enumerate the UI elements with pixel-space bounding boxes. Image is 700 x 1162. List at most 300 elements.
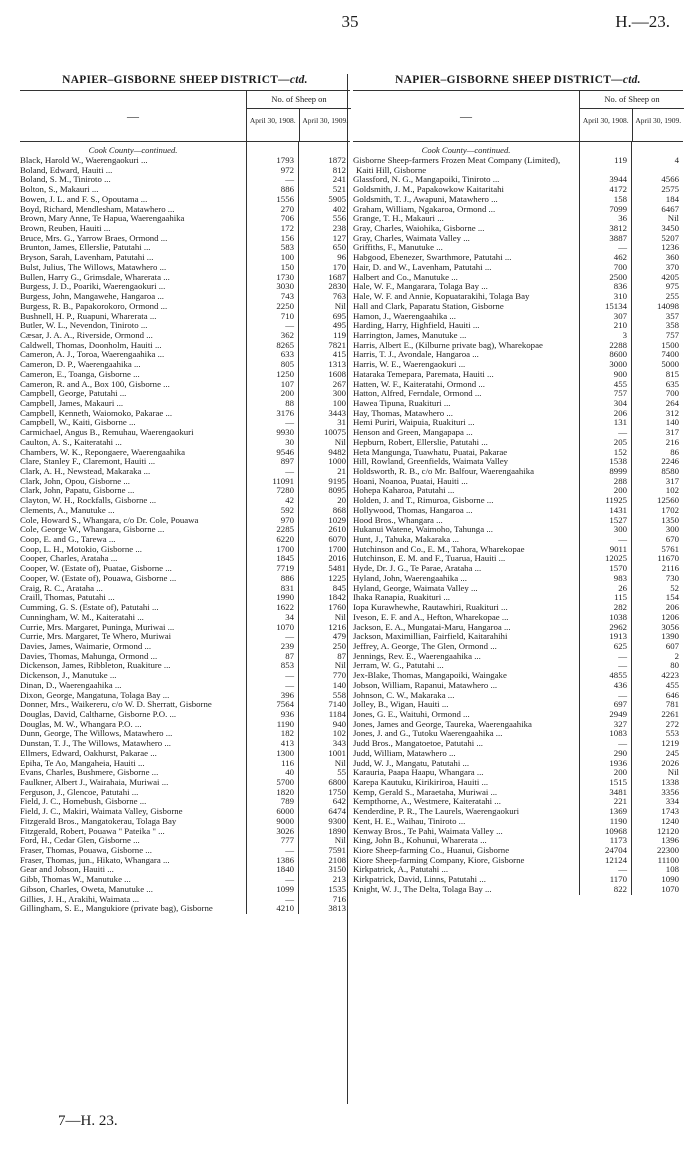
owner-name: Harding, Harry, Highfield, Hauiti ... bbox=[353, 321, 480, 331]
sheep-1908: 3026 bbox=[276, 825, 294, 836]
owner-name: Davies, Thomas, Mahunga, Ormond ... bbox=[20, 651, 158, 661]
table-row bbox=[353, 156, 683, 175]
sheep-1908: 3030 bbox=[276, 281, 294, 292]
owner-name: Gisborne Sheep-farmers Frozen Meat Company (Limited), Kaiti Hill, Gisborne bbox=[353, 156, 561, 175]
table-row bbox=[20, 671, 350, 681]
sheep-1909: 312 bbox=[665, 407, 679, 418]
sheep-1908: 706 bbox=[280, 213, 294, 224]
year-1909-header: April 30, 1909. bbox=[299, 109, 352, 141]
table-row bbox=[353, 642, 683, 652]
sheep-1909: 1700 bbox=[328, 543, 346, 554]
sheep-1909: Nil bbox=[667, 213, 679, 224]
sheep-1908: 362 bbox=[280, 329, 294, 340]
sheep-1908: 1190 bbox=[276, 718, 294, 729]
sheep-1909: 1206 bbox=[661, 611, 679, 622]
sheep-1909: 2016 bbox=[328, 553, 346, 564]
table-row bbox=[20, 350, 350, 360]
table-row bbox=[20, 778, 350, 788]
table-row bbox=[353, 584, 683, 594]
sheep-1909: 940 bbox=[332, 718, 346, 729]
sheep-1909: 334 bbox=[665, 796, 679, 807]
sheep-1908: 972 bbox=[280, 164, 294, 175]
district-heading: NAPIER–GISBORNE SHEEP DISTRICT—ctd. bbox=[62, 74, 308, 86]
table-row bbox=[20, 603, 350, 613]
table-row bbox=[20, 749, 350, 759]
sheep-1908: 304 bbox=[613, 397, 627, 408]
owner-name: Iopa Kurawhewhe, Rautawhiri, Ruakituri ... bbox=[353, 603, 508, 613]
sheep-1909: 670 bbox=[665, 534, 679, 545]
sheep-1908: 119 bbox=[614, 155, 627, 165]
table-row bbox=[20, 438, 350, 448]
table-row bbox=[353, 380, 683, 390]
table-row bbox=[353, 661, 683, 671]
owner-name: Epiha, Te Ao, Mangaheia, Hauiti ... bbox=[20, 758, 145, 768]
owner-name: King, John B., Kohunui, Wharerata ... bbox=[353, 836, 487, 846]
owner-name: Cumming, G. S. (Estate of), Patutahi ... bbox=[20, 603, 159, 613]
owner-name: Coop, E. and G., Tarewa ... bbox=[20, 535, 116, 545]
sheep-1908: 1038 bbox=[609, 611, 627, 622]
sheep-1909: 1350 bbox=[661, 514, 679, 525]
owner-name: Campbell, Kenneth, Waiomoko, Pakarae ... bbox=[20, 408, 173, 418]
owner-name: Hutchinson and Co., E. M., Tahora, Wharekopae bbox=[353, 544, 525, 554]
sheep-1908: 282 bbox=[613, 602, 627, 613]
owner-name: Hataraka Temepara, Paremata, Hauiti ... bbox=[353, 369, 494, 379]
sheep-1908: 12124 bbox=[605, 854, 627, 865]
sheep-1908: 625 bbox=[613, 640, 627, 651]
sheep-1908: 697 bbox=[613, 699, 627, 710]
table-row bbox=[20, 166, 350, 176]
owner-name: Kenway Bros., Te Pahi, Waimata Valley ... bbox=[353, 826, 503, 836]
sheep-1908: 3481 bbox=[609, 786, 627, 797]
sheep-1909: 2116 bbox=[661, 563, 679, 574]
table-row bbox=[353, 486, 683, 496]
sheep-1909: 140 bbox=[332, 679, 346, 690]
name-column-header: — bbox=[127, 109, 139, 123]
table-row bbox=[20, 642, 350, 652]
owner-name: Graham, William, Ngakaroa, Ormond ... bbox=[353, 204, 496, 214]
sheep-1908: 3812 bbox=[609, 223, 627, 234]
owner-name: Dickenson, James, Ribbleton, Ruakiture ... bbox=[20, 661, 171, 671]
sheep-1909: 9195 bbox=[328, 475, 346, 486]
sheep-1908: — bbox=[618, 738, 627, 749]
county-subheading: Cook County—continued. bbox=[88, 145, 178, 155]
table-row bbox=[353, 729, 683, 739]
sheep-1909: 6474 bbox=[328, 806, 346, 817]
table-row bbox=[353, 865, 683, 875]
sheep-1908: 8265 bbox=[276, 339, 294, 350]
sheep-1908: 156 bbox=[280, 232, 294, 243]
year-1908-header: April 30, 1908. bbox=[249, 116, 296, 125]
sheep-1909: 96 bbox=[337, 252, 346, 263]
owner-name: Fraser, Thomas, Pouawa, Gisborne ... bbox=[20, 846, 152, 856]
sheep-1909: 3356 bbox=[661, 786, 679, 797]
sheep-1908: 633 bbox=[280, 349, 294, 360]
table-row bbox=[353, 302, 683, 312]
owner-name: Gibb, Thomas W., Manutuke ... bbox=[20, 875, 131, 885]
sheep-1909: 6800 bbox=[328, 777, 346, 787]
sheep-1909: 358 bbox=[665, 320, 679, 331]
sheep-1909: 119 bbox=[333, 329, 346, 340]
sheep-1909: 558 bbox=[332, 689, 346, 700]
sheep-1908: 757 bbox=[613, 388, 627, 399]
sheep-1909: 2 bbox=[674, 650, 679, 661]
table-row bbox=[20, 486, 350, 496]
sheep-1908: — bbox=[618, 864, 627, 875]
table-row bbox=[353, 710, 683, 720]
owner-name: Black, Harold W., Waerengaokuri ... bbox=[20, 156, 148, 165]
table-header bbox=[20, 90, 350, 142]
sheep-1908: 10968 bbox=[605, 825, 627, 836]
sheep-1908: 743 bbox=[280, 291, 294, 302]
owner-name: Currie, Mrs. Margaret, Puninga, Muriwai ... bbox=[20, 622, 175, 632]
owner-name: Bowen, J. L. and F. S., Opoutama ... bbox=[20, 194, 148, 204]
owner-name: Judd, William, Matawhero ... bbox=[353, 748, 456, 758]
owner-name: Hollywood, Thomas, Hangaroa ... bbox=[353, 505, 473, 515]
table-row bbox=[353, 360, 683, 370]
sheep-1908: 7280 bbox=[276, 485, 294, 496]
sheep-1909: 2830 bbox=[328, 281, 346, 292]
owner-name: Boyd, Richard, Mendlesham, Matawhero ... bbox=[20, 204, 175, 214]
sheep-1908: 7719 bbox=[276, 563, 294, 574]
owner-name: Iveson, E. F. and A., Hefton, Wharekopae ... bbox=[353, 612, 509, 622]
owner-name: Gillies, J. H., Arakihi, Waimata ... bbox=[20, 894, 140, 904]
sheep-1908: 131 bbox=[613, 417, 627, 428]
owner-name: Hoani, Noanoa, Puatai, Hauiti ... bbox=[353, 476, 468, 486]
table-row bbox=[20, 389, 350, 399]
sheep-1908: 6220 bbox=[276, 534, 294, 545]
sheep-1909: 1236 bbox=[661, 242, 679, 253]
sheep-1908: 4172 bbox=[609, 184, 627, 195]
sheep-count-group-title: No. of Sheep on bbox=[580, 91, 684, 109]
table-row bbox=[353, 603, 683, 613]
table-row bbox=[20, 720, 350, 730]
sheep-1908: 1083 bbox=[609, 728, 627, 739]
sheep-1908: 100 bbox=[280, 252, 294, 263]
sheep-1909: 1390 bbox=[661, 631, 679, 642]
sheep-1908: 290 bbox=[613, 747, 627, 758]
sheep-1909: 1001 bbox=[328, 747, 346, 758]
sheep-1909: 1240 bbox=[661, 815, 679, 826]
sheep-1908: 307 bbox=[613, 310, 627, 321]
district-heading: NAPIER–GISBORNE SHEEP DISTRICT—ctd. bbox=[395, 74, 641, 86]
owner-name: Hepburn, Robert, Ellerslie, Patutahi ... bbox=[353, 437, 488, 447]
sheep-count-header bbox=[579, 91, 684, 141]
table-row bbox=[20, 584, 350, 594]
sheep-1908: 88 bbox=[285, 397, 294, 408]
sheep-1909: 127 bbox=[332, 232, 346, 243]
sheep-1908: — bbox=[285, 679, 294, 690]
owner-name: Gray, Charles, Waiohika, Gisborne ... bbox=[353, 224, 485, 234]
owner-name: Burgess, J. D., Poariki, Waerengaokuri ... bbox=[20, 282, 166, 292]
owner-name: Holdsworth, R. B., c/o Mr. Balfour, Waerengaahika bbox=[353, 467, 535, 476]
sheep-1908: 9011 bbox=[609, 543, 627, 554]
owner-name: Hyde, Dr. J. G., Te Parae, Arataha ... bbox=[353, 564, 482, 574]
sheep-1908: 152 bbox=[613, 446, 627, 457]
sheep-1908: 150 bbox=[280, 261, 294, 272]
owner-name: Clark, A. H., Newstead, Makaraka ... bbox=[20, 467, 151, 476]
sheep-1909: 1184 bbox=[328, 708, 346, 719]
owner-name: Cooper, Charles, Arataha ... bbox=[20, 554, 118, 564]
table-row bbox=[20, 263, 350, 273]
owner-name: Harris, Albert E., (Kilburne private bag), Wharekopae bbox=[353, 340, 543, 350]
sheep-1909: 650 bbox=[332, 242, 346, 253]
sheep-1908: — bbox=[285, 466, 294, 476]
name-column-header: — bbox=[460, 109, 472, 123]
sheep-1908: 789 bbox=[280, 796, 294, 807]
sheep-1909: 2246 bbox=[661, 456, 679, 467]
owner-name: Griffiths, F., Manutuke ... bbox=[353, 243, 443, 253]
table-row bbox=[353, 409, 683, 419]
sheep-1908: 1369 bbox=[609, 806, 627, 817]
sheep-1909: 2261 bbox=[661, 708, 679, 719]
sheep-1909: 272 bbox=[665, 718, 679, 729]
sheep-1908: 5700 bbox=[276, 777, 294, 787]
sheep-1908: 42 bbox=[285, 495, 294, 506]
sheep-1909: 1225 bbox=[328, 572, 346, 583]
owner-name: Kiore Sheep-farming Company, Kiore, Gisborne bbox=[353, 855, 525, 865]
table-body bbox=[353, 142, 683, 895]
sheep-1908: 900 bbox=[613, 368, 627, 379]
sheep-1908: 270 bbox=[280, 203, 294, 214]
sheep-1909: 267 bbox=[332, 378, 346, 389]
sheep-1909: 245 bbox=[665, 747, 679, 758]
owner-name: Glassford, N. G., Mangapoiki, Tiniroto ... bbox=[353, 175, 500, 185]
sheep-1908: 11091 bbox=[272, 475, 294, 486]
owner-name: Cæsar, J. A. A., Riverside, Ormond ... bbox=[20, 330, 153, 340]
table-row bbox=[20, 739, 350, 749]
sheep-1908: — bbox=[285, 417, 294, 428]
owner-name: Jackson, Maximillian, Fairfield, Kaitarahihi bbox=[353, 632, 508, 642]
table-row bbox=[20, 243, 350, 253]
table-row bbox=[20, 302, 350, 312]
sheep-1909: 1608 bbox=[328, 368, 346, 379]
sheep-1908: — bbox=[285, 670, 294, 681]
sheep-1908: — bbox=[285, 631, 294, 642]
sheep-1908: — bbox=[285, 845, 294, 856]
table-row bbox=[353, 205, 683, 215]
owner-name: Coop, L. H., Motokio, Gisborne ... bbox=[20, 544, 142, 554]
owner-name: Hall and Clark, Paparatu Station, Gisborne bbox=[353, 301, 504, 311]
owner-name: Craill, Thomas, Patutahi ... bbox=[20, 593, 115, 603]
table-row bbox=[353, 312, 683, 322]
owner-name: Halbert and Co., Manutuke ... bbox=[353, 272, 458, 282]
owner-name: Ellmers, Edward, Oakhurst, Pakarae ... bbox=[20, 748, 157, 758]
sheep-1908: 1730 bbox=[276, 271, 294, 282]
owner-name: Cooper, W. (Estate of), Puatae, Gisborne ... bbox=[20, 564, 172, 574]
sheep-1908: 777 bbox=[280, 835, 294, 846]
owner-name: Ihaka Ranapia, Ruakituri ... bbox=[353, 593, 450, 603]
sheep-1908: 2285 bbox=[276, 524, 294, 535]
owner-name: Karauria, Paapa Haapu, Whangara ... bbox=[353, 768, 484, 778]
table-row bbox=[20, 448, 350, 458]
table-row bbox=[353, 768, 683, 778]
owner-name: Hill, Rowland, Greenfields, Waimata Valley bbox=[353, 457, 509, 467]
owner-name: Jeffrey, A. George, The Glen, Ormond ... bbox=[353, 641, 497, 651]
sheep-1908: 396 bbox=[280, 689, 294, 700]
sheep-1909: 4 bbox=[674, 155, 679, 165]
owner-name: Clark, John, Opou, Gisborne ... bbox=[20, 476, 130, 486]
table-row bbox=[353, 652, 683, 662]
table-row bbox=[353, 185, 683, 195]
owner-name: Hunt, J., Tahuka, Makaraka ... bbox=[353, 535, 459, 545]
owner-name: Fraser, Thomas, jun., Hikato, Whangara ... bbox=[20, 855, 170, 865]
sheep-1909: 22300 bbox=[657, 845, 679, 856]
table-row bbox=[353, 428, 683, 438]
sheep-1909: 1000 bbox=[328, 456, 346, 467]
table-row bbox=[353, 175, 683, 185]
sheep-1908: 1515 bbox=[609, 777, 627, 787]
sheep-1908: 239 bbox=[280, 640, 294, 651]
sheep-1909: 5761 bbox=[661, 543, 679, 554]
sheep-1909: 9300 bbox=[328, 815, 346, 826]
sheep-1908: 886 bbox=[280, 572, 294, 583]
sheep-1909: Nil bbox=[334, 757, 346, 768]
sheep-1908: 413 bbox=[280, 738, 294, 749]
sheep-1908: 6000 bbox=[276, 806, 294, 817]
sheep-1909: 642 bbox=[332, 796, 346, 807]
sheep-1908: 455 bbox=[613, 378, 627, 389]
sheep-1909: 140 bbox=[665, 417, 679, 428]
table-row bbox=[20, 253, 350, 263]
table-row bbox=[20, 788, 350, 798]
table-row bbox=[353, 739, 683, 749]
sheep-1909: 3443 bbox=[328, 407, 346, 418]
sheep-1908: 1386 bbox=[276, 854, 294, 865]
table-row bbox=[353, 885, 683, 895]
sheep-1909: 2026 bbox=[661, 757, 679, 768]
sheep-1908: 983 bbox=[613, 572, 627, 583]
owner-name: Hyland, George, Waimata Valley ... bbox=[353, 583, 478, 593]
table-row bbox=[353, 195, 683, 205]
sheep-1908: 592 bbox=[280, 504, 294, 515]
table-row bbox=[353, 671, 683, 681]
table-row bbox=[353, 720, 683, 730]
sheep-1908: 1173 bbox=[609, 835, 627, 846]
sheep-1909: 213 bbox=[332, 874, 346, 885]
table-row bbox=[20, 234, 350, 244]
owner-name: Hale, W. F. and Annie, Kopuatarakihi, Tolaga Bay bbox=[353, 292, 530, 302]
sheep-1908: 3 bbox=[622, 329, 627, 340]
sheep-1908: 36 bbox=[618, 213, 627, 224]
table-row bbox=[353, 438, 683, 448]
sheep-1908: 462 bbox=[613, 252, 627, 263]
owner-name: Brown, Reuben, Hauiti ... bbox=[20, 224, 111, 234]
sheep-1908: 200 bbox=[613, 485, 627, 496]
owner-name: Judd Bros., Mangatoetoe, Patutahi ... bbox=[353, 739, 483, 749]
table-row bbox=[353, 477, 683, 487]
sheep-1909: 607 bbox=[665, 640, 679, 651]
sheep-1908: 822 bbox=[613, 883, 627, 894]
sheep-1908: — bbox=[285, 893, 294, 904]
sheep-1908: 288 bbox=[613, 475, 627, 486]
owner-name: Hamon, J., Waerengaahika ... bbox=[353, 311, 456, 321]
sheep-1908: 182 bbox=[280, 728, 294, 739]
sheep-1909: 102 bbox=[332, 728, 346, 739]
table-row bbox=[353, 807, 683, 817]
sheep-1909: Nil bbox=[334, 436, 346, 447]
sheep-1908: 2949 bbox=[609, 708, 627, 719]
sheep-1909: 11670 bbox=[657, 553, 679, 564]
document-reference: H.—23. bbox=[615, 12, 670, 31]
owner-name: Hood Bros., Whangara ... bbox=[353, 515, 443, 525]
table-row bbox=[353, 846, 683, 856]
sheep-1909: 521 bbox=[332, 184, 346, 195]
sheep-1908: 8999 bbox=[609, 466, 627, 476]
owner-name: Boland, Edward, Hauiti ... bbox=[20, 165, 113, 175]
sheep-1909: 479 bbox=[332, 631, 346, 642]
sheep-1908: 4855 bbox=[609, 670, 627, 681]
table-row bbox=[20, 321, 350, 331]
table-row bbox=[20, 827, 350, 837]
sheep-1909: 975 bbox=[665, 281, 679, 292]
table-row bbox=[353, 545, 683, 555]
sheep-1908: 1431 bbox=[609, 504, 627, 515]
sheep-1909: 14098 bbox=[657, 300, 679, 311]
table-row bbox=[20, 292, 350, 302]
sheep-1909: 52 bbox=[670, 582, 679, 593]
table-row bbox=[353, 389, 683, 399]
sheep-1908: 8600 bbox=[609, 349, 627, 360]
sheep-1909: 100 bbox=[332, 397, 346, 408]
table-row bbox=[20, 652, 350, 662]
table-row bbox=[20, 632, 350, 642]
table-header bbox=[353, 90, 683, 142]
sheep-1909: 343 bbox=[332, 738, 346, 749]
owner-name: Clayton, W. H., Rockfalls, Gisborne ... bbox=[20, 496, 157, 506]
table-row bbox=[20, 865, 350, 875]
owner-name: Butler, W. L., Nevendon, Tiniroto ... bbox=[20, 321, 148, 331]
sheep-1908: 30 bbox=[285, 436, 294, 447]
sheep-1908: — bbox=[618, 689, 627, 700]
sheep-1909: 10075 bbox=[324, 427, 346, 438]
table-row bbox=[20, 681, 350, 691]
sheep-1908: 1300 bbox=[276, 747, 294, 758]
sheep-1908: 2500 bbox=[609, 271, 627, 282]
sheep-1908: 9000 bbox=[276, 815, 294, 826]
table-row bbox=[20, 856, 350, 866]
sheep-1909: 1890 bbox=[328, 825, 346, 836]
table-row bbox=[20, 496, 350, 506]
sheep-1909: 635 bbox=[665, 378, 679, 389]
sheep-1909: 1070 bbox=[661, 883, 679, 894]
owner-name: Currie, Mrs. Margaret, Te Whero, Muriwai bbox=[20, 632, 172, 642]
owner-name: Hemi Puriri, Waipuia, Ruakituri ... bbox=[353, 418, 475, 428]
table-row bbox=[353, 234, 683, 244]
sheep-1909: 12120 bbox=[657, 825, 679, 836]
table-row bbox=[353, 681, 683, 691]
sheep-1909: 7821 bbox=[328, 339, 346, 350]
sheep-1908: 1840 bbox=[276, 864, 294, 875]
sheep-1909: 1029 bbox=[328, 514, 346, 525]
owner-name: Kirkpatrick, David, Linns, Patutahi ... bbox=[353, 875, 486, 885]
sheep-1908: — bbox=[285, 320, 294, 331]
owner-name: Carmichael, Angus B., Remuhau, Waerengaokuri bbox=[20, 428, 194, 438]
owner-name: Douglas, David, Caltharne, Gisborne P.O. ... bbox=[20, 709, 177, 719]
owner-name: Clare, Stanley F., Claremont, Hauiti ... bbox=[20, 457, 156, 467]
table-row bbox=[20, 593, 350, 603]
sheep-1908: 1936 bbox=[609, 757, 627, 768]
sheep-1909: Nil bbox=[334, 300, 346, 311]
owner-name: Brunton, James, Ellerslie, Patutahi ... bbox=[20, 243, 151, 253]
table-row bbox=[20, 175, 350, 185]
table-row bbox=[20, 214, 350, 224]
table-row bbox=[353, 224, 683, 234]
table-row bbox=[353, 341, 683, 351]
owner-name: Hair, D. and W., Lavenham, Patutahi ... bbox=[353, 262, 492, 272]
table-row bbox=[20, 875, 350, 885]
sheep-1908: 1913 bbox=[609, 631, 627, 642]
sheep-1909: 9482 bbox=[328, 446, 346, 457]
